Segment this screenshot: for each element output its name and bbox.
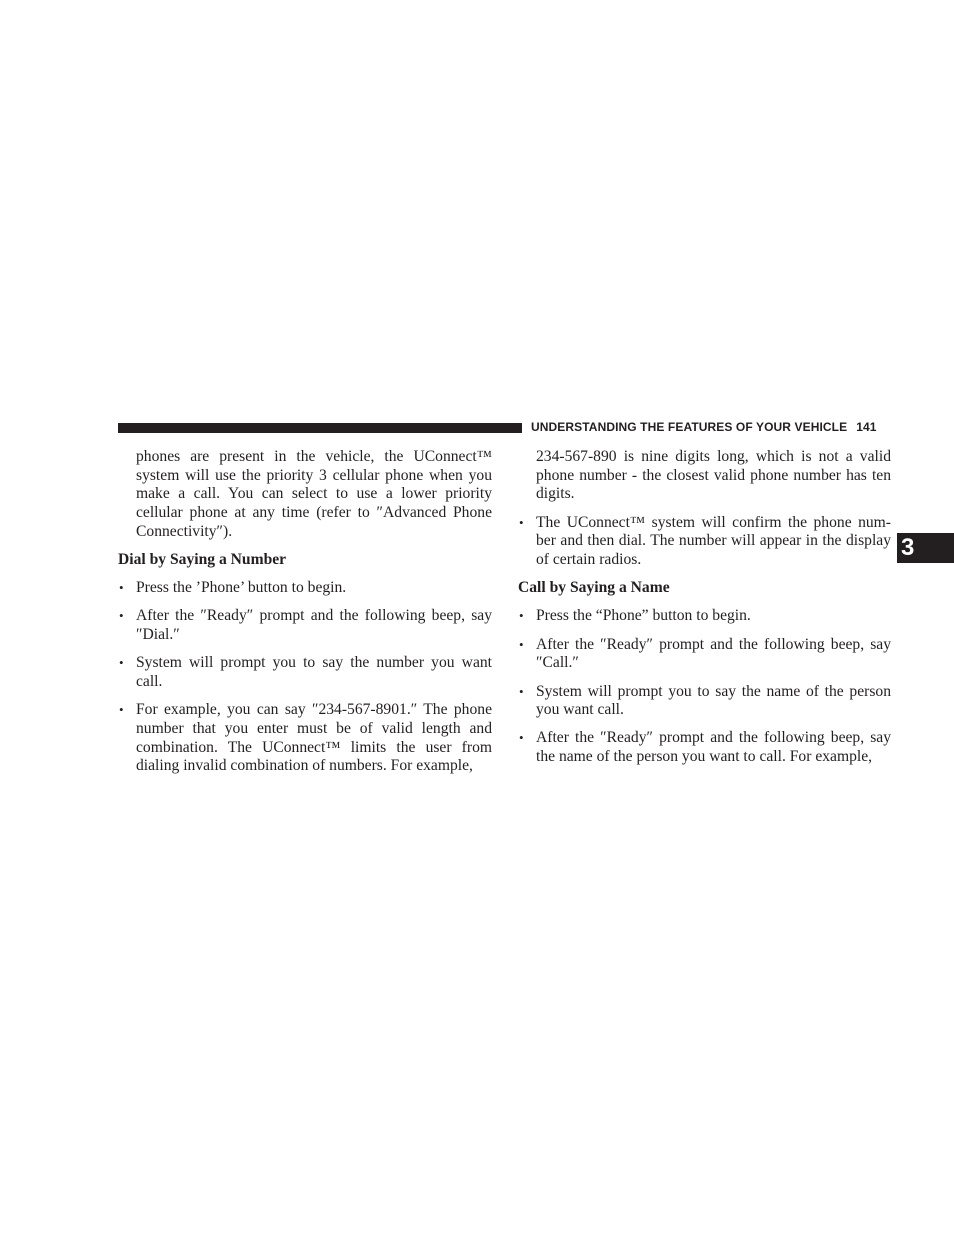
list-item: • After the ″Ready″ prompt and the following beep, say ″Dial.″ <box>118 607 492 644</box>
list-item: • System will prompt you to say the number you want call. <box>118 654 492 691</box>
call-name-steps <box>518 607 891 766</box>
list-item: • The UConnect™ system will confirm the phone num- ber and then dial. The number will appear in the display of certain radios. <box>518 514 891 570</box>
left-column <box>118 448 492 786</box>
continuation-paragraph: 234-567-890 is nine digits long, which is not a valid phone number - the closest valid phone number has ten digits. <box>536 448 891 503</box>
list-item: • After the ″Ready″ prompt and the following beep, say ″Call.″ <box>518 636 891 673</box>
header-rule <box>118 423 522 433</box>
list-item: • After the ″Ready″ prompt and the following beep, say the name of the person you want to call. For example, <box>518 729 891 766</box>
list-item: • For example, you can say ″234-567-8901.″ The phone number that you enter must be of valid length and combination. The UConnect™ limits the user from dialing invalid combination of numbers. For example, <box>118 701 492 776</box>
chapter-tab: 3 <box>897 533 954 563</box>
section-heading-call-name: Call by Saying a Name <box>518 579 670 597</box>
dial-number-steps <box>118 579 492 776</box>
list-item: • Press the ’Phone’ button to begin. <box>118 579 492 598</box>
section-heading-dial-number: Dial by Saying a Number <box>118 551 287 569</box>
intro-paragraph: phones are present in the vehicle, the UConnect™ system will use the priority 3 cellular phone when you make a call. You can select to use a lower priority cellular phone at any time (refer to ″Advanced Phone Connectivity″). <box>136 448 492 540</box>
header-title: UNDERSTANDING THE FEATURES OF YOUR VEHICLE <box>531 420 848 434</box>
list-item: • Press the “Phone” button to begin. <box>518 607 891 626</box>
list-item: • System will prompt you to say the name of the person you want call. <box>518 683 891 720</box>
confirm-steps <box>518 514 891 570</box>
right-column <box>518 448 891 776</box>
page-number: 141 <box>856 420 877 434</box>
running-header <box>531 420 891 434</box>
